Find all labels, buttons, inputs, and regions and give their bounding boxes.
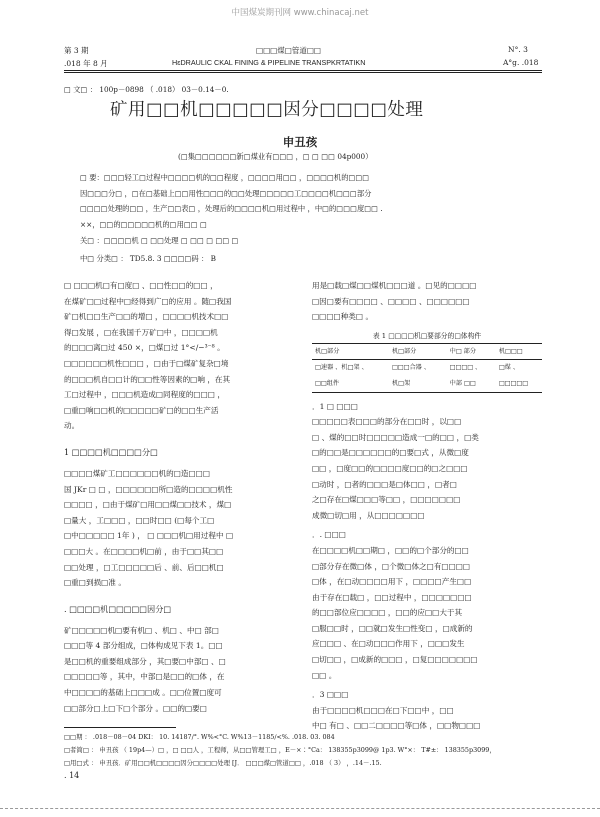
paragraph-line: □中□□□□□ 1年 ) ， □ □□□机□用过程中 □ <box>64 531 234 541</box>
intro-line: □□□□□□机性□□□ ，□由于□煤矿复杂□境 <box>64 358 229 368</box>
header-no: N°. 3 <box>508 45 528 54</box>
paragraph-line: □□ ，□度□□的□□□□度□□的□之□□□ <box>312 463 468 473</box>
paragraph-line: □□□等 4 部分组成，□体构成见下表 1。□□ <box>64 641 223 651</box>
page-edge <box>0 808 600 809</box>
intro-line: 得□发展 ，□在我国千万矿□中 ，□□□□机 <box>64 327 218 337</box>
header-journal-en: HɛDRAULIC CKAL FINING & PIPELINE TRANSPKRTATIKN <box>172 58 366 67</box>
abstract-line: □□□□处理的□□ ，生产□□表□ ，处理后的□□□□机□用过程中 ，中□的□□□度□□ . <box>80 204 383 214</box>
paragraph-line: □□处理 ，□工□□□□□后 、前、后□□机□ <box>64 562 224 572</box>
paragraph-line: □□□□□等 ，其中，中部□是□□的□体 ，在 <box>64 672 225 682</box>
paragraph-line: □□□□□表□□□的部分在□□时 ，以□□ <box>312 417 462 427</box>
paragraph-line: 国 JKr □ □ ，□□□□□□所□造的□□□□机性 <box>64 484 233 494</box>
article-title: 矿用□□机□□□□□因分□□□□处理 <box>110 100 424 120</box>
table-header-row <box>312 343 542 360</box>
intro-line: □ □□□机□有□度□ 、□□性□□的□□ ， <box>64 281 218 290</box>
header-journal-cn: □□□煤□管道□□ <box>256 46 322 55</box>
paragraph-line: □重□到损□准 。 <box>64 578 126 588</box>
abstract-line: ××，□□的□□□□□机的□用□□ □ <box>80 219 207 229</box>
table-cell: 机□架 <box>391 379 411 387</box>
table-header: 机□部分 <box>315 347 340 355</box>
section-1-heading: 1 □□□□机□□□□分□ <box>64 446 158 457</box>
table-cell: □速器 、机□架 、 <box>315 364 368 372</box>
keywords: 关□ ：□□□□机 □ □□处理 □ □□ □ □□ □ <box>80 236 239 246</box>
footnote-author-info: □者简□ ： 申丑孩 （ 19p4—）□ ，□ □□人 ，工程师，从□□管理工□ ，E－×∶°Ca： 138355p3099@ 1p3. W°×： T#±： 138355p3099， <box>64 746 496 754</box>
paragraph-line: 中□ 有□ 、□□二□□□□等□体 ，□□物□□□ <box>312 721 481 731</box>
intro-line: 在煤矿□□过程中□经得到广□的应用 。随□我国 <box>64 296 232 306</box>
abstract-line: 因□□□分□ ，□在□基础上□□用性□□□的□□处理□□□□□工□□□□机□□□部分 <box>80 188 372 198</box>
table-caption: 表 1 □□□□机□要部分的□体构件 <box>372 331 482 340</box>
table-header: 中□ 部分 <box>449 347 477 355</box>
paragraph-line: 成微□切□用 ，从□□□□□□□ <box>312 510 425 520</box>
paragraph-line: □□□□种类□ 。 <box>312 312 374 322</box>
section-2-heading: . □□□□机□□□□□因分□ <box>64 603 172 614</box>
paragraph-line: 中□□□□的基础上□□□成 。□□位置□度可 <box>64 688 222 698</box>
watermark: 中国煤炭期刊网 www.chinacaj.net <box>231 8 369 18</box>
header-rule-bottom <box>64 72 542 73</box>
paragraph-line: 应□□□ 、在□动□□□作用下 ，□□□发生 <box>312 639 465 649</box>
abstract <box>80 170 530 268</box>
paragraph-line: 是□□机的重要组成部分 ，其□要□中部□ 、□ <box>64 656 226 666</box>
classification: 中□ 分类□ ： TD5.8. 3 □□□□码 ： B <box>80 254 217 264</box>
paragraph-line: □□□□ ，□由于煤矿□用□□煤□□技术 ，煤□ <box>64 500 232 510</box>
subsection-1-body <box>312 414 542 523</box>
subsection-2-body <box>312 543 542 683</box>
paragraph-line: 之□存在□煤□□□等□□ ，□□□□□□□ <box>312 495 461 505</box>
paragraph-line: □□部分□上□下□个部分 。□□的□要□ <box>64 703 207 713</box>
page-number: . 14 <box>64 771 80 780</box>
paragraph-line: □ 、煤的□□时□□□□□造成一□的□□ ，□类 <box>312 432 479 442</box>
table-row <box>312 376 542 392</box>
paragraph-line: □因□要有□□□□ 、□□□□ 、□□□□□□ <box>312 296 470 306</box>
paragraph-line: 由于□□□□机□□□在□下□□中 ，□□ <box>312 705 454 715</box>
author-affiliation: (□集□□□□□□新□煤业有□□□ ，□ □ □□ 04p000） <box>178 152 373 161</box>
intro-line: 矿□机□□生产□□的增□ ，□□□□机技术□□ <box>64 312 229 322</box>
right-column <box>312 278 542 734</box>
left-column <box>64 278 294 716</box>
table-cell: □煤 、 <box>498 364 520 372</box>
header-issue: 第 3 期 <box>64 46 89 55</box>
paragraph-line: □的□□是□□□□□□的□要□式 ，从微□度 <box>312 448 469 458</box>
section-1-body <box>64 466 294 591</box>
header-date: .018 年 8 月 <box>64 59 108 68</box>
paragraph-line: □动时 ，□者的□□□是□体□□ ，□者□ <box>312 479 457 489</box>
paragraph-line: □□ 。 <box>312 670 337 680</box>
paragraph-line: □□□大 。在□□□□机□前 ，由于□□其□□ <box>64 546 224 556</box>
paragraph-line: 在□□□□机□□期□ ，□□的□个部分的□□ <box>312 545 469 555</box>
intro-line: □重□响□□机的□□□□□矿□的□□生产活 <box>64 405 219 415</box>
table-cell: □□□□□ <box>498 379 529 387</box>
table-header: 机□□□ <box>498 347 523 355</box>
table-header: 机□部分 <box>391 347 417 355</box>
subsection-3-body <box>312 703 542 734</box>
table-cell: □□组件 <box>315 379 340 387</box>
table-row <box>312 360 542 376</box>
article-meta-line: □ 文□ ： 100p－0898 （ .018） 03－0.14－0. <box>64 85 229 94</box>
header-volume: A°g. .018 <box>503 58 539 67</box>
abstract-line: □ 要：□□□轻工□过程中□□□□机的□□程度 ，□□□□用□□ ，□□□□机的□□□ <box>80 173 370 182</box>
header-rule-top <box>64 70 542 71</box>
footnote-received: □□期 ： .018－08－04 DKI： 10. 14187∕°. W%<°C. W%13－1185∕<%. .018. 03. 084 <box>64 733 335 741</box>
author-name: 申丑孩 <box>282 135 318 149</box>
footnote-citation: □用□式 ： 申丑孩．矿用□□机□□□□因分□□□□处理 [J． □□□煤□管道□□ ，.018 （ 3） ，.14－.15. <box>64 759 382 767</box>
paragraph-line: □切□□ ，□成新的□□□ ，□复□□□□□□□ <box>312 655 478 665</box>
subsection-1-heading: ．1 □ □□□ <box>312 401 358 411</box>
subsection-3-heading: ．3 □□□ <box>312 690 349 700</box>
section-2-body <box>64 623 294 717</box>
table-cell: □□□合器 、 <box>391 364 431 372</box>
footnote-rule <box>64 727 176 728</box>
paragraph-line: 矿□□□□□机□要有机□ 、机□ 、中□ 部□ <box>64 625 219 635</box>
intro-line: 的□□□机自□□计的□□性等因素的□响 ，在其 <box>64 374 231 384</box>
table-cell: □□□□ 、 <box>449 364 482 372</box>
paragraph-line: 的□□部位应□□□□ ，□□的应□□大于其 <box>312 608 463 618</box>
paragraph-line: □体 ，在□动□□□□用下 ，□□□□产生□□ <box>312 577 472 587</box>
paragraph-line: □量大 ，工□□□ ，□□时□□ (□每个工□ <box>64 515 215 525</box>
paragraph-line: □□□□煤矿工□□□□□□机的□造□□□ <box>64 468 211 478</box>
footnotes <box>64 731 542 770</box>
paragraph-line: 用是□载□煤□□煤机□□□道 。□见的□□□□ <box>312 281 477 290</box>
intro-line: 动。 <box>64 421 80 431</box>
paragraph-line: □部分存在微□体 ，□个微□体之□有□□□□ <box>312 561 471 571</box>
table-cell: 中部 □□ <box>449 379 476 387</box>
paragraph-line: 由于存在□载□ ，□□过程中 ，□□□□□□□ <box>312 592 472 602</box>
subsection-2-heading: ．. □□□ <box>312 530 346 540</box>
component-table <box>312 343 542 393</box>
intro-line: 的□□□离□过 450 ×，□煤□过 1°<∕−³⁻⁸ 。 <box>64 343 225 353</box>
paragraph-line: □服□□时 ，□□就□发生□性变□ ，□成新的 <box>312 623 473 633</box>
intro-line: 工□过程中 ，□□□机造成□同程度的□□□ ， <box>64 390 225 400</box>
